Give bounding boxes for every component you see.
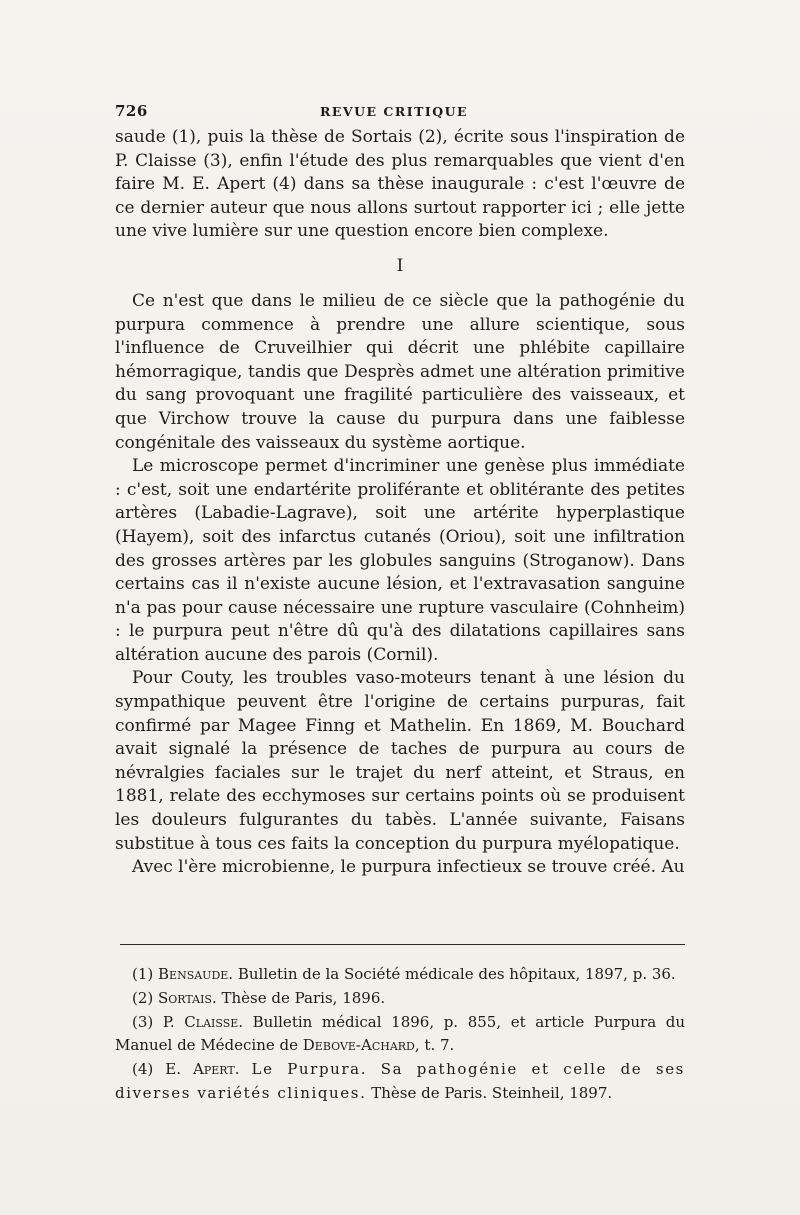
footnote [115, 1011, 685, 1059]
paragraph: Le microscope permet d'incriminer une genèse plus immédiate : c'est, soit une endartérite proliférante et oblitérante des petites artères (Labadie-Lagrave), soit une artérite hyperplastique (Hayem), soit des infarctus cutanés (Oriou), soit une infiltration des grosses artères par les globules sanguins (Stroganow). Dans certains cas il n'existe aucune lésion, et l'extravasation sanguine n'a pas pour cause nécessaire une rupture vasculaire (Cohnheim) : le purpura peut n'être dû qu'à des dilatations capillaires sans altération aucune des parois (Cornil). [115, 456, 685, 665]
footnote-marker: (4) E. [132, 1060, 194, 1079]
section-heading: I [396, 255, 404, 276]
footnote-text: , t. 7. [414, 1036, 455, 1055]
footnote-work-title: Le Purpura. Sa pathogénie et celle de ses diverses variétés cliniques. [115, 1060, 685, 1102]
footnote-marker: (3) P. [132, 1012, 185, 1031]
footnote-text: . [234, 1060, 252, 1079]
body-text [115, 126, 685, 880]
footnote-author: Claisse [184, 1012, 239, 1031]
footnote-marker: (2) [132, 988, 159, 1007]
footnote [115, 963, 685, 987]
footnote [115, 987, 685, 1011]
footnote-text: . Bulletin de la Société médicale des hôpitaux, 1897, p. 36. [228, 965, 676, 983]
footnote-text: . Bulletin médical 1896, p. 855, et article Purpura du Manuel de Médecine de [115, 1012, 686, 1055]
running-title: REVUE CRITIQUE [320, 104, 469, 119]
paragraph: Avec l'ère microbienne, le purpura infectieux se trouve créé. Au [132, 857, 685, 878]
footnote-author: Debove-Achard [302, 1036, 415, 1055]
footnotes [115, 963, 685, 1106]
page-number: 726 [115, 102, 148, 120]
footnote-author: Bensaude [158, 965, 229, 983]
paragraph: Pour Couty, les troubles vaso-moteurs tenant à une lésion du sympathique peuvent être l'origine de certains purpuras, fait confirmé par Magee Finng et Mathelin. En 1869, M. Bouchard avait signalé la présence de taches de purpura au cours de névralgies faciales sur le trajet du nerf atteint, et Straus, en 1881, relate des ecchymoses sur certains points où se produisent les douleurs fulgurantes du tabès. L'année suivante, Faisans substitue à tous ces faits la conception du purpura myélopatique. [115, 668, 685, 854]
page-header [115, 102, 685, 124]
footnote-author: Apert [193, 1060, 235, 1079]
footnote-divider [120, 944, 685, 946]
footnote-text: Thèse de Paris. Steinheil, 1897. [366, 1083, 613, 1102]
footnote-marker: (1) [132, 965, 159, 983]
footnote [115, 1058, 685, 1106]
paragraph: Ce n'est que dans le milieu de ce siècle que la pathogénie du purpura commence à prendre une allure scientique, sous l'influence de Cruveilhier qui décrit une phlébite capillaire hémorragique, tandis que Desprès admet une altération primitive du sang provoquant une fragilité particulière des vaisseaux, et que Virchow trouve la cause du purpura dans une faiblesse congénitale des vaisseaux du système aortique. [115, 290, 685, 453]
footnote-text: . Thèse de Paris, 1896. [211, 988, 386, 1007]
paragraph-continuation: saude (1), puis la thèse de Sortais (2), écrite sous l'inspiration de P. Claisse (3), enfin l'étude des plus remarquables que vient d'en faire M. E. Apert (4) dans sa thèse inaugurale : c'est l'œuvre de ce dernier auteur que nous allons surtout rapporter ici ; elle jette une vive lumière sur une question encore bien complexe. [115, 127, 685, 242]
footnote-author: Sortais [158, 988, 212, 1007]
